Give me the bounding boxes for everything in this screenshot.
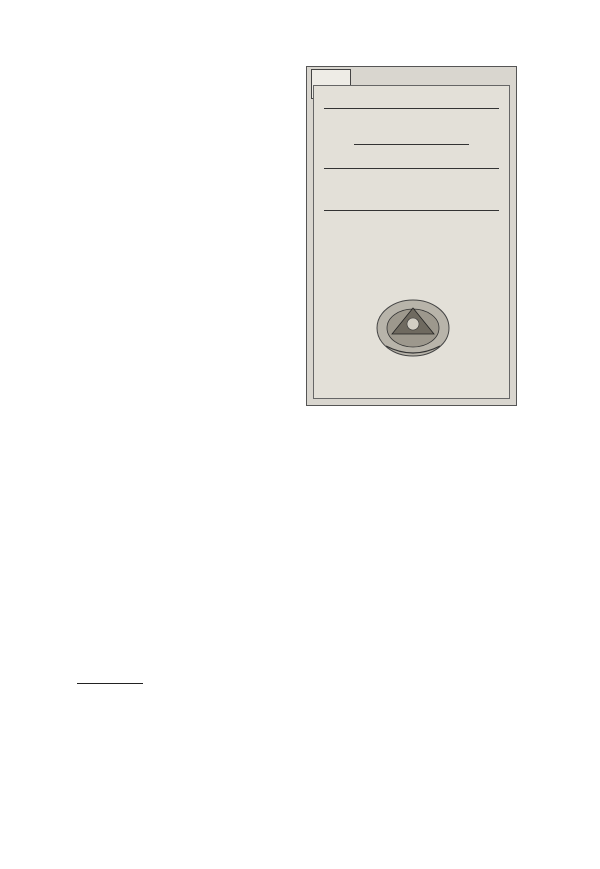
- cover-rule: [324, 108, 499, 109]
- footnote-rule: [77, 683, 143, 684]
- cover-frame: [313, 85, 510, 399]
- stamp-side: [427, 70, 467, 82]
- cover-rule: [324, 210, 499, 211]
- cover-rule: [354, 144, 469, 145]
- book-cover-image: [306, 66, 517, 406]
- emblem-icon: [372, 294, 454, 360]
- cover-rule: [324, 168, 499, 169]
